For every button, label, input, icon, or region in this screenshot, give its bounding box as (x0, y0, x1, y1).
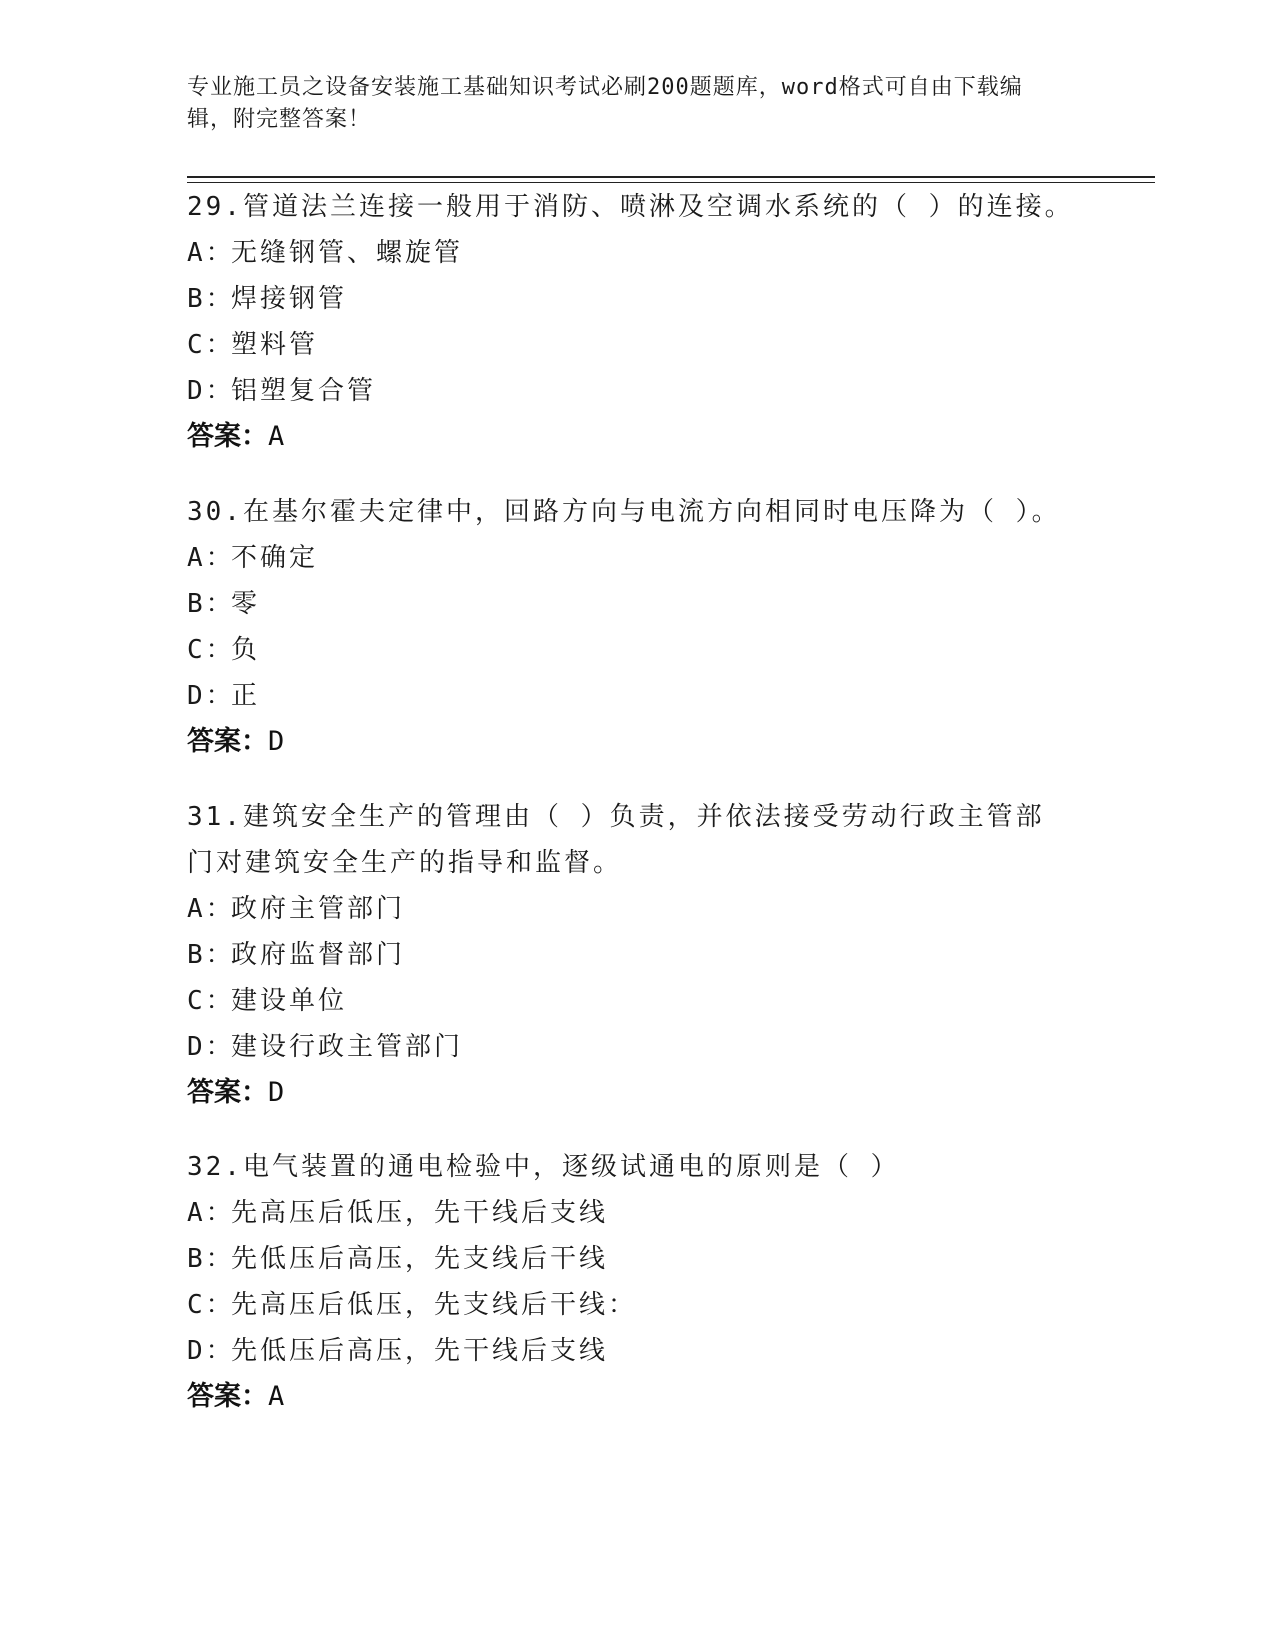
option-key: C： (187, 986, 235, 1016)
answer-value: A (268, 421, 285, 452)
option-text: 政府主管部门 (231, 894, 406, 924)
option-b (187, 932, 1047, 978)
document-header: 专业施工员之设备安装施工基础知识考试必刷200题题库，word格式可自由下载编辑，附完整答案！ (187, 75, 1023, 132)
option-text: 先低压后高压，先干线后支线 (231, 1336, 609, 1366)
option-text: 正 (231, 681, 261, 711)
option-text: 铝塑复合管 (231, 376, 377, 406)
option-text: 塑料管 (231, 330, 319, 360)
option-key: A： (187, 543, 235, 573)
answer-line (187, 414, 1087, 460)
option-key: D： (187, 376, 235, 406)
option-text: 先低压后高压，先支线后干线 (231, 1244, 609, 1274)
option-key: B： (187, 1244, 235, 1274)
answer-value: D (268, 726, 285, 757)
option-d (187, 1328, 1087, 1374)
option-key: A： (187, 238, 235, 268)
option-text: 焊接钢管 (231, 284, 348, 314)
answer-line (187, 719, 1087, 765)
answer-label: 答案： (187, 1381, 268, 1412)
option-text: 建设单位 (231, 986, 348, 1016)
option-b (187, 276, 1087, 322)
option-c (187, 1282, 1087, 1328)
header-divider-bottom (187, 182, 1155, 183)
question-30 (187, 489, 1087, 765)
question-31 (187, 794, 1047, 1116)
option-key: C： (187, 635, 235, 665)
answer-label: 答案： (187, 1077, 268, 1108)
option-key: D： (187, 1032, 235, 1062)
option-c (187, 978, 1047, 1024)
option-key: D： (187, 1336, 235, 1366)
option-text: 零 (231, 589, 261, 619)
option-b (187, 581, 1087, 627)
question-stem: 30.在基尔霍夫定律中，回路方向与电流方向相同时电压降为（ ）。 (187, 497, 1061, 527)
option-d (187, 368, 1087, 414)
option-key: C： (187, 1290, 235, 1320)
question-stem: 31.建筑安全生产的管理由（ ）负责，并依法接受劳动行政主管部门对建筑安全生产的指导和监督。 (187, 802, 1045, 878)
option-text: 先高压后低压，先干线后支线 (231, 1198, 609, 1228)
option-key: D： (187, 681, 235, 711)
option-text: 建设行政主管部门 (231, 1032, 464, 1062)
option-c (187, 322, 1087, 368)
option-key: C： (187, 330, 235, 360)
option-d (187, 673, 1087, 719)
question-32 (187, 1144, 1087, 1420)
answer-value: A (268, 1381, 285, 1412)
question-stem: 32.电气装置的通电检验中，逐级试通电的原则是（ ） (187, 1152, 900, 1182)
option-d (187, 1024, 1047, 1070)
answer-line (187, 1374, 1087, 1420)
option-text: 先高压后低压，先支线后干线： (231, 1290, 638, 1320)
option-a (187, 535, 1087, 581)
option-key: A： (187, 894, 235, 924)
option-key: B： (187, 284, 235, 314)
option-a (187, 230, 1087, 276)
answer-label: 答案： (187, 421, 268, 452)
option-b (187, 1236, 1087, 1282)
option-text: 不确定 (231, 543, 319, 573)
header-divider-top (187, 176, 1155, 178)
option-key: B： (187, 589, 235, 619)
option-text: 政府监督部门 (231, 940, 406, 970)
answer-line (187, 1070, 1047, 1116)
answer-value: D (268, 1077, 285, 1108)
option-key: A： (187, 1198, 235, 1228)
question-29 (187, 184, 1087, 460)
option-c (187, 627, 1087, 673)
question-stem: 29.管道法兰连接一般用于消防、喷淋及空调水系统的（ ）的连接。 (187, 192, 1074, 222)
option-text: 无缝钢管、螺旋管 (231, 238, 464, 268)
option-a (187, 1190, 1087, 1236)
answer-label: 答案： (187, 726, 268, 757)
option-text: 负 (231, 635, 261, 665)
option-a (187, 886, 1047, 932)
option-key: B： (187, 940, 235, 970)
